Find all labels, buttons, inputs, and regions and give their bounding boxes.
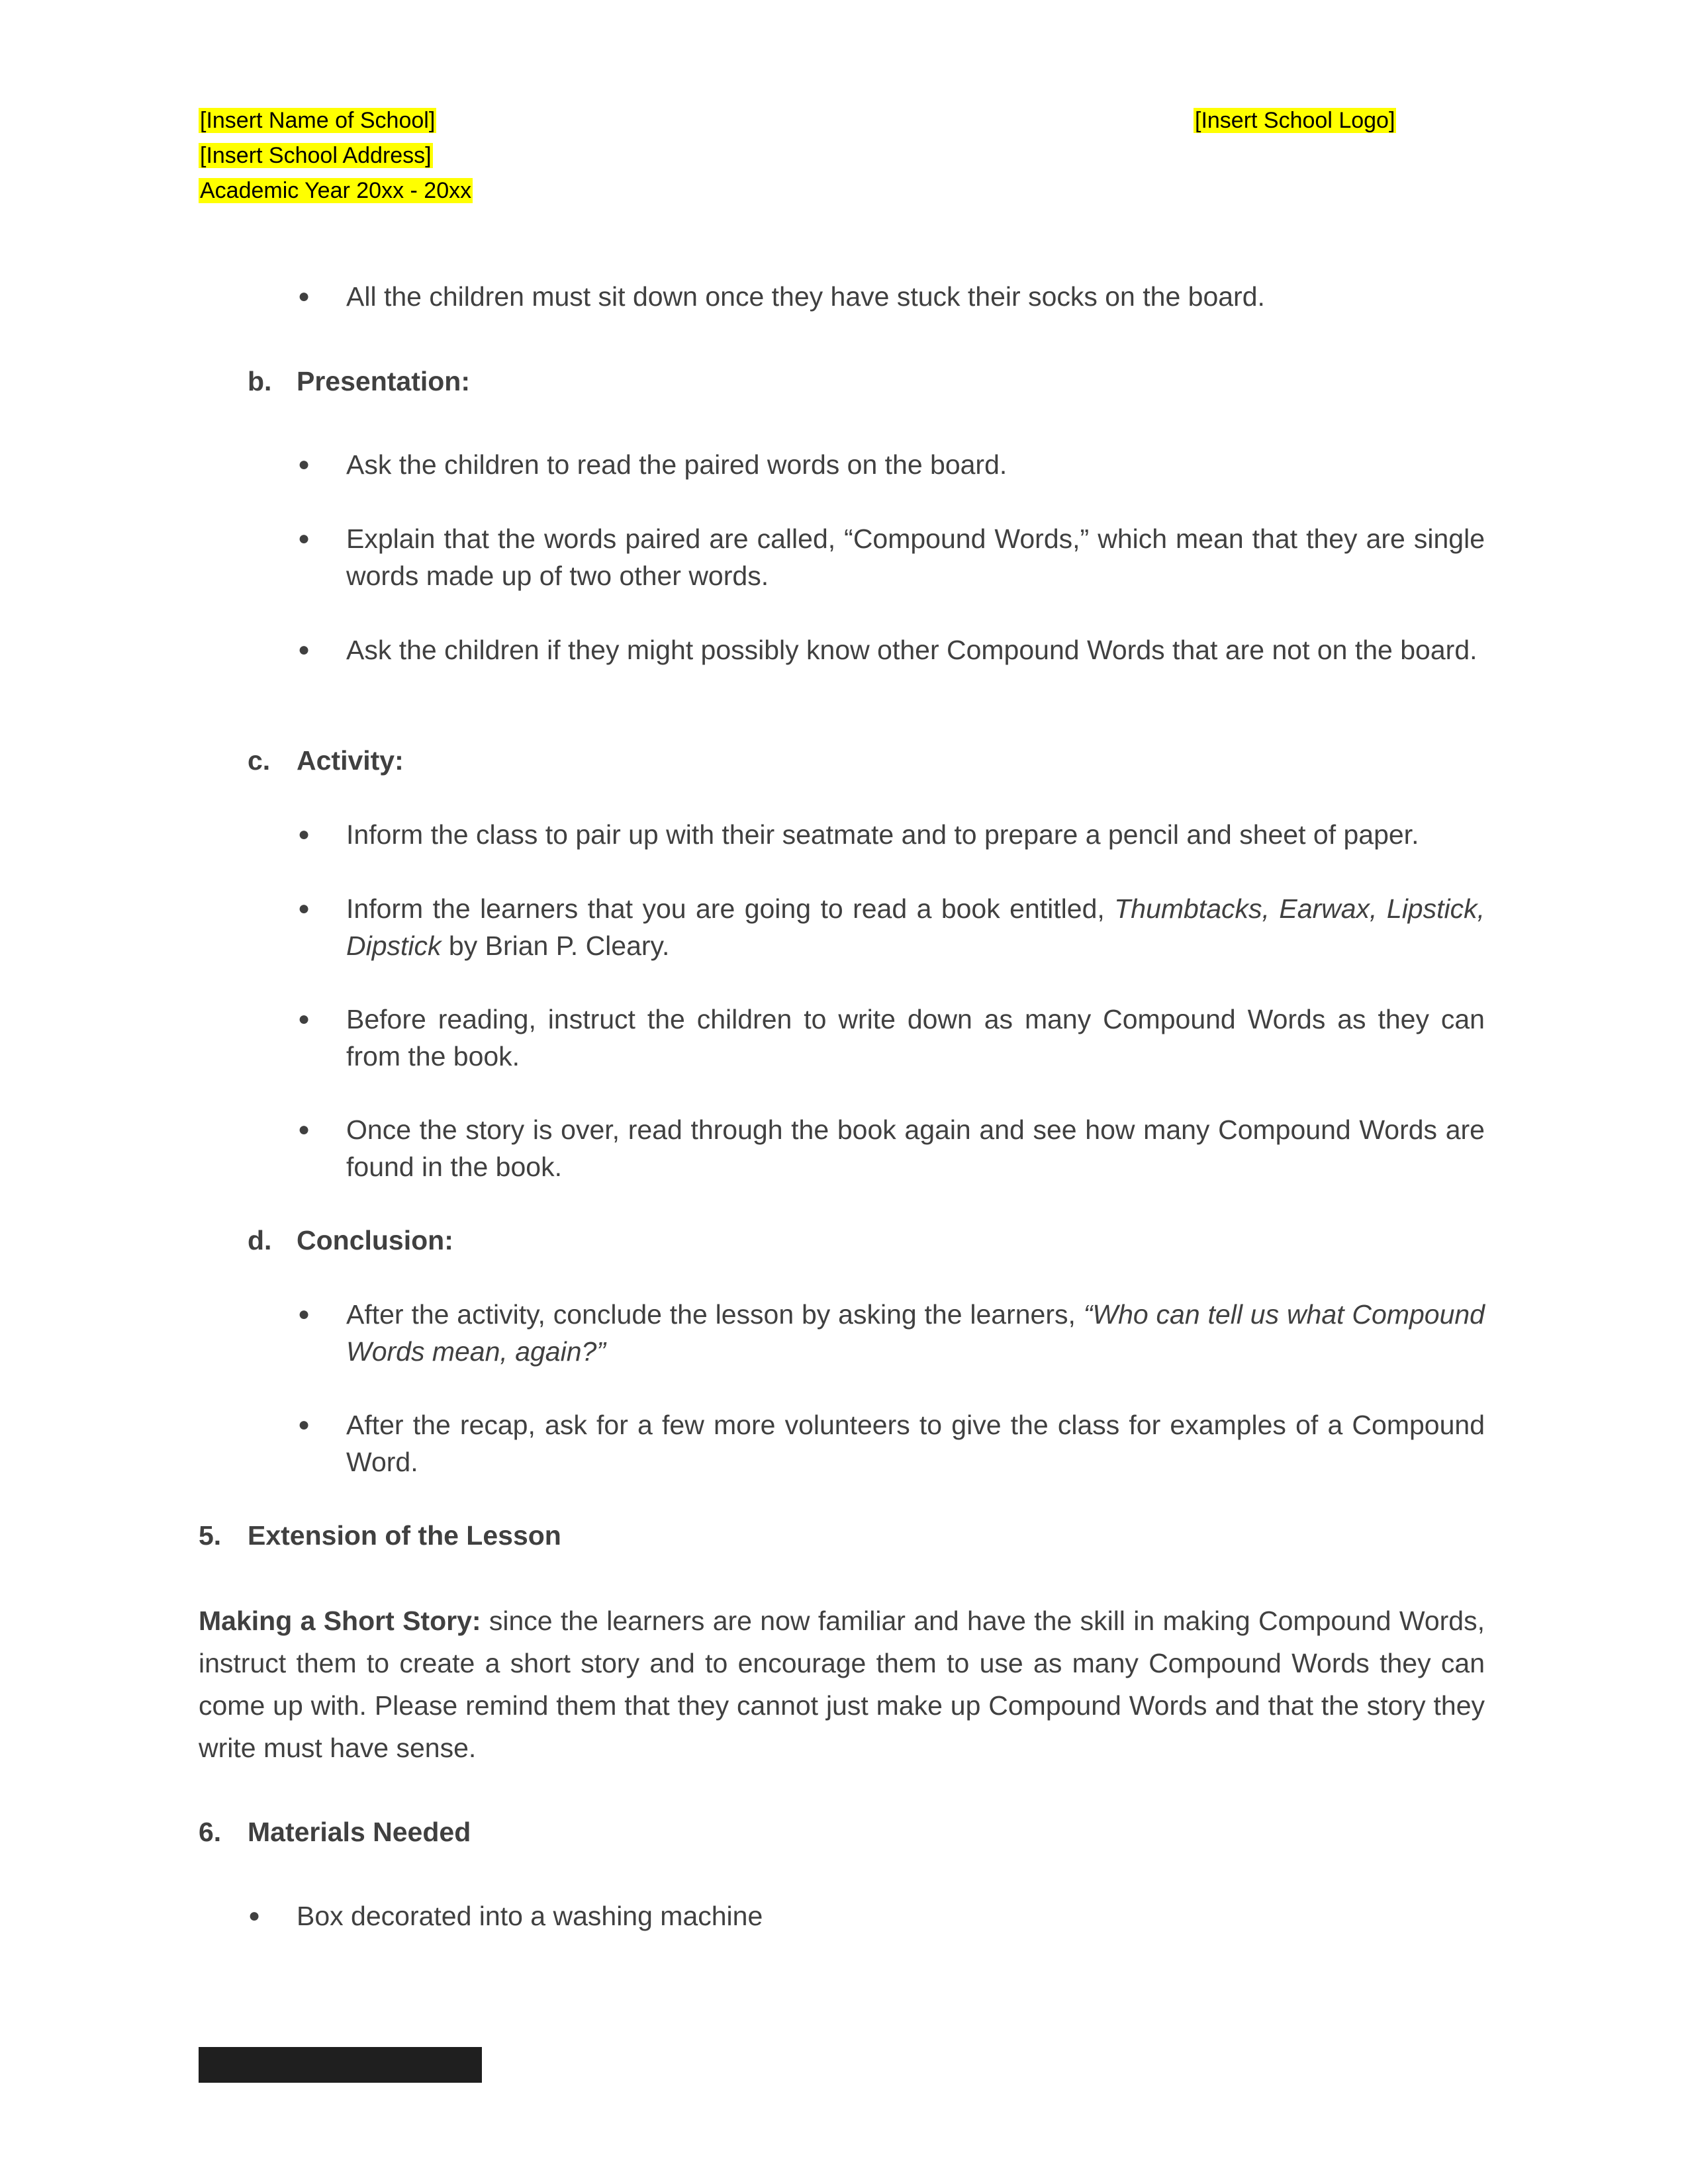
conclusion-heading: Conclusion:: [297, 1225, 453, 1255]
section-5-number: 5.: [199, 1520, 222, 1551]
presentation-heading: Presentation:: [297, 366, 470, 396]
conclusion-bullet-1: [346, 1296, 1485, 1370]
bullet-icon: ●: [298, 1118, 310, 1140]
activity-bullet-1: Inform the class to pair up with their seatmate and to prepare a pencil and sheet of paper.: [346, 819, 1419, 850]
activity-bullet-2-pre: Inform the learners that you are going to read a book entitled,: [346, 893, 1115, 924]
intro-bullet-text: All the children must sit down once they have stuck their socks on the board.: [346, 281, 1265, 312]
activity-bullet-2-post: by Brian P. Cleary.: [441, 931, 670, 961]
school-logo-placeholder: [Insert School Logo]: [1195, 108, 1395, 133]
activity-bullet-4: Once the story is over, read through the book again and see how many Compound Words are found in the book.: [346, 1115, 1485, 1182]
presentation-marker: b.: [248, 366, 272, 396]
presentation-bullet-2: Explain that the words paired are called, “Compound Words,” which mean that they are single words made up of two other words.: [346, 523, 1485, 591]
conclusion-question: “Who can tell us what Compound Words mean, again?”: [346, 1299, 1485, 1367]
bullet-icon: ●: [298, 639, 310, 660]
section-6-heading: Materials Needed: [248, 1817, 471, 1847]
presentation-bullet-1: Ask the children to read the paired words on the board.: [346, 449, 1008, 480]
bullet-icon: ●: [298, 1303, 310, 1325]
school-address-placeholder: [Insert School Address]: [200, 143, 432, 168]
section-5-body: since the learners are now familiar and have the skill in making Compound Words, instruct them to create a short story and to encourage them to use as many Compound Words they can come up with. Please remind them that they cannot just make up Compound Words and that the story they write must have sense.: [199, 1606, 1485, 1763]
school-name-placeholder: [Insert Name of School]: [200, 108, 436, 133]
footer-bar: [199, 2047, 482, 2083]
activity-bullet-2: [346, 890, 1485, 964]
section-5-heading: Extension of the Lesson: [248, 1520, 561, 1551]
section-6-number: 6.: [199, 1817, 222, 1847]
conclusion-bullet-2: After the recap, ask for a few more volunteers to give the class for examples of a Compound Word.: [346, 1410, 1485, 1477]
header-school-info: [199, 103, 473, 208]
bullet-icon: ●: [298, 823, 310, 845]
bullet-icon: ●: [248, 1905, 261, 1927]
section-5-paragraph: [199, 1600, 1485, 1769]
conclusion-marker: d.: [248, 1225, 272, 1255]
book-title: Thumbtacks, Earwax, Lipstick, Dipstick: [346, 893, 1485, 961]
bullet-icon: ●: [298, 897, 310, 919]
bullet-icon: ●: [298, 1008, 310, 1030]
activity-marker: c.: [248, 745, 271, 776]
header-logo: [1194, 103, 1396, 138]
presentation-bullet-3: Ask the children if they might possibly know other Compound Words that are not on the board.: [346, 635, 1477, 665]
materials-item: Box decorated into a washing machine: [297, 1901, 763, 1931]
bullet-icon: ●: [298, 527, 310, 549]
conclusion-bullet-1-pre: After the activity, conclude the lesson by asking the learners,: [346, 1299, 1084, 1330]
section-5-lead: Making a Short Story:: [199, 1606, 481, 1636]
activity-bullet-3: Before reading, instruct the children to write down as many Compound Words as they can from the book.: [346, 1004, 1485, 1071]
bullet-icon: ●: [298, 285, 310, 307]
bullet-icon: ●: [298, 1414, 310, 1435]
academic-year-placeholder: Academic Year 20xx - 20xx: [200, 178, 472, 203]
bullet-icon: ●: [298, 453, 310, 475]
activity-heading: Activity:: [297, 745, 404, 776]
